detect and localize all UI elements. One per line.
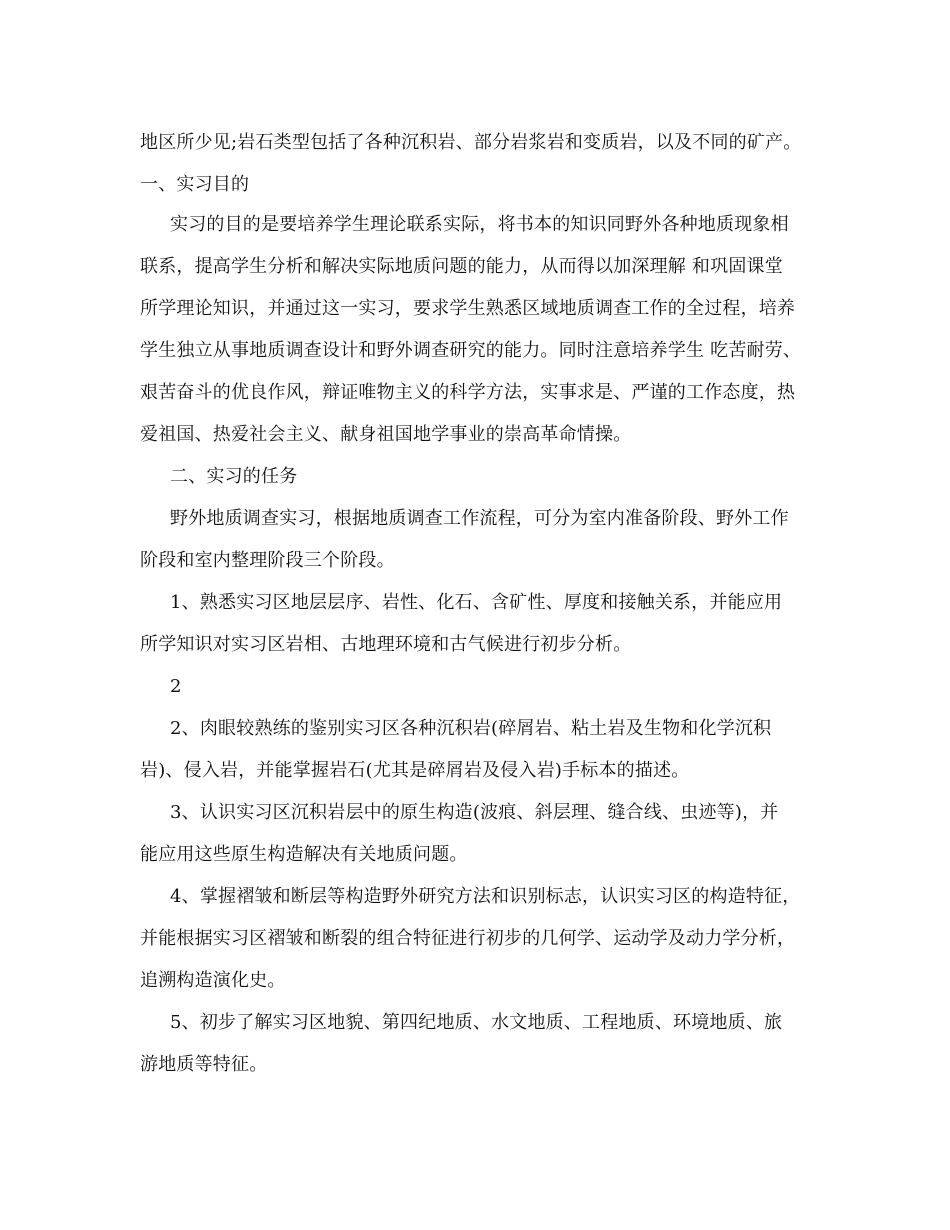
list-item: 5、初步了解实习区地貌、第四纪地质、水文地质、工程地质、环境地质、旅 [170, 1012, 783, 1033]
text-line: 能应用这些原生构造解决有关地质问题。 [140, 844, 468, 865]
text-line: 追溯构造演化史。 [140, 970, 286, 991]
text-line: 游地质等特征。 [140, 1054, 268, 1075]
page-number: 2 [170, 676, 182, 697]
list-item: 3、认识实习区沉积岩层中的原生构造(波痕、斜层理、缝合线、虫迹等)，并 [170, 802, 779, 823]
text-line: 野外地质调查实习，根据地质调查工作流程，可分为室内准备阶段、野外工作 [170, 508, 789, 529]
text-line: 阶段和室内整理阶段三个阶段。 [140, 550, 395, 571]
section-heading: 二、实习的任务 [170, 466, 298, 487]
text-line: 艰苦奋斗的优良作风，辩证唯物主义的科学方法，实事求是、严谨的工作态度，热 [140, 382, 796, 403]
text-line: 爱祖国、热爱社会主义、献身祖国地学事业的崇高革命情操。 [140, 424, 632, 445]
section-heading: 一、实习目的 [140, 174, 250, 195]
text-line: 联系，提高学生分析和解决实际地质问题的能力，从而得以加深理解 和巩固课堂 [140, 256, 783, 277]
text-line: 地区所少见;岩石类型包括了各种沉积岩、部分岩浆岩和变质岩，以及不同的矿产。 [140, 132, 802, 153]
list-item: 4、掌握褶皱和断层等构造野外研究方法和识别标志，认识实习区的构造特征， [170, 886, 801, 907]
text-line: 并能根据实习区褶皱和断裂的组合特征进行初步的几何学、运动学及动力学分析， [140, 928, 796, 949]
text-line: 所学知识对实习区岩相、古地理环境和古气候进行初步分析。 [140, 634, 632, 655]
text-line: 学生独立从事地质调查设计和野外调查研究的能力。同时注意培养学生 吃苦耐劳、 [140, 340, 802, 361]
text-line: 所学理论知识，并通过这一实习，要求学生熟悉区域地质调查工作的全过程，培养 [140, 298, 796, 319]
text-line: 岩)、侵入岩，并能掌握岩石(尤其是碎屑岩及侵入岩)手标本的描述。 [140, 760, 690, 781]
list-item: 1、熟悉实习区地层层序、岩性、化石、含矿性、厚度和接触关系，并能应用 [170, 592, 783, 613]
list-item: 2、肉眼较熟练的鉴别实习区各种沉积岩(碎屑岩、粘土岩及生物和化学沉积 [170, 718, 772, 739]
text-line: 实习的目的是要培养学生理论联系实际，将书本的知识同野外各种地质现象相 [170, 214, 789, 235]
